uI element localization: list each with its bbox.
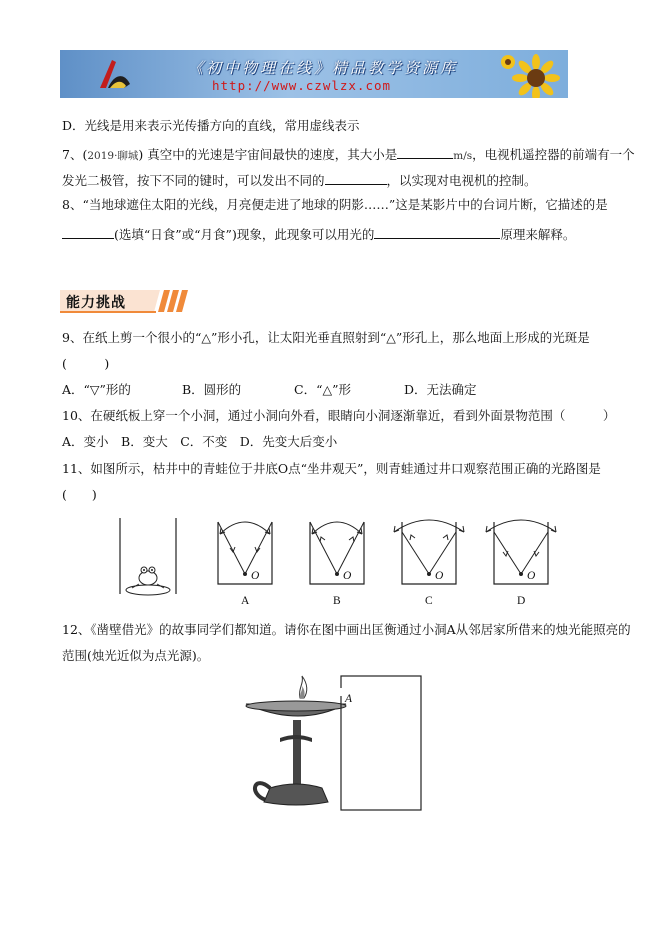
question-10-options[interactable]: A．变小 B．变大 C．不变 D．先变大后变小 — [62, 434, 338, 449]
sunflower-icon — [498, 50, 568, 98]
question-9-paren: ( ) — [62, 356, 110, 371]
hole-a-label: A — [345, 693, 353, 705]
question-11-paren: ( ) — [62, 487, 97, 502]
section-title: 能力挑战 — [66, 295, 126, 311]
diagram-label-b: B — [333, 595, 341, 607]
q7-text-a: ) 真空中的光速是宇宙间最快的速度，其大小是 — [138, 147, 398, 162]
banner-url[interactable]: http://www.czwlzx.com — [212, 78, 392, 93]
q7-speed-blank[interactable] — [397, 145, 453, 159]
diagram-a[interactable] — [218, 522, 272, 584]
q7-unit: m/s — [453, 150, 473, 162]
question-10-text: 10、在硬纸板上穿一个小洞，通过小洞向外看，眼睛向小洞逐渐靠近，看到外面景物范围（ ） — [62, 408, 616, 423]
q8-principle-blank[interactable] — [374, 225, 500, 239]
point-o-label-c: O — [435, 570, 444, 582]
question-11-text: 11、如图所示，枯井中的青蛙位于井底O点“坐井观天”，则青蛙通过井口观察范围正确的光路图是 — [62, 461, 601, 476]
question-12-line-1: 12、《凿壁借光》的故事同学们都知道。请你在图中画出匡衡通过小洞A从邻居家所借来的烛光能照亮的 — [62, 622, 631, 637]
diagram-label-d: D — [517, 595, 526, 607]
question-7-line-1 — [62, 145, 635, 164]
q9-option-b[interactable]: B．圆形的 — [182, 382, 242, 397]
question-12-figure — [240, 670, 430, 840]
question-12-line-2: 范围(烛光近似为点光源)。 — [62, 648, 210, 663]
question-9-text: 9、在纸上剪一个很小的“△”形小孔，让太阳光垂直照射到“△”形孔上，那么地面上形成的光斑是 — [62, 330, 590, 345]
diagram-c[interactable] — [394, 520, 464, 584]
q9-option-d[interactable]: D．无法确定 — [404, 382, 477, 397]
option-d-line: D．光线是用来表示光传播方向的直线，常用虚线表示 — [62, 118, 360, 133]
q7-text-d: ，以实现对电视机的控制。 — [386, 173, 537, 188]
q7-prefix: 7、( — [62, 147, 88, 162]
point-o-label-d: O — [527, 570, 536, 582]
q8-phenomenon-blank[interactable] — [62, 225, 114, 239]
diagram-label-a: A — [241, 595, 250, 607]
neighbor-room-wall — [341, 676, 421, 810]
header-banner — [60, 50, 568, 98]
diagram-b[interactable] — [310, 522, 364, 584]
q8-text-c: 原理来解释。 — [500, 227, 576, 242]
question-8-line-1: 8、“当地球遮住太阳的光线，月亮便走进了地球的阴影……”这是某影片中的台词片断，它描述的是 — [62, 197, 608, 212]
q8-text-b: (选填“日食”或“月食”)现象，此现象可以用光的 — [114, 227, 375, 242]
diagram-label-c: C — [425, 595, 433, 607]
point-o-label-b: O — [343, 570, 352, 582]
section-header — [60, 288, 190, 314]
q7-source: 2019·聊城 — [87, 150, 139, 162]
point-o-label-a: O — [251, 570, 260, 582]
q9-option-a[interactable]: A．“▽”形的 — [62, 382, 131, 397]
oil-lamp-icon — [246, 676, 346, 805]
question-8-line-2 — [62, 225, 575, 243]
q9-option-c[interactable]: C．“△”形 — [294, 382, 351, 397]
q7-text-b: ，电视机遥控器的前端有一个 — [472, 147, 635, 162]
banner-title: 《初中物理在线》精品教学资源库 — [188, 59, 459, 77]
question-7-line-2 — [62, 171, 537, 189]
q7-light-blank[interactable] — [325, 171, 387, 185]
diagram-d[interactable] — [486, 520, 556, 584]
logo-icon — [94, 54, 134, 94]
frog-in-well-icon — [120, 518, 176, 595]
q7-text-c: 发光二极管，按下不同的键时，可以发出不同的 — [62, 173, 325, 188]
